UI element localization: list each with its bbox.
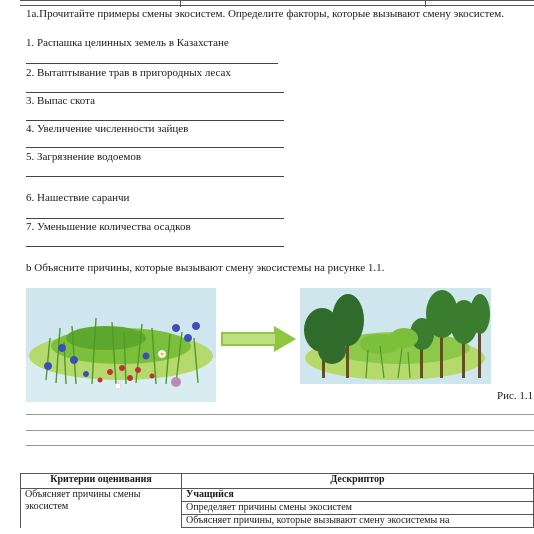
- answer-line-b1[interactable]: [26, 414, 534, 415]
- descriptor-header: Дескриптор: [182, 474, 534, 489]
- criteria-table: [20, 473, 534, 528]
- forest-picture: [300, 288, 491, 384]
- task-a-title: 1а.Прочитайте примеры смены экосистем. Определите факторы, которые вызывают смену экосистем.: [26, 8, 504, 20]
- answer-line-4[interactable]: [26, 147, 284, 148]
- answer-line-2[interactable]: [26, 92, 284, 93]
- student-subheader: Учащийся: [182, 489, 534, 502]
- answer-line-1[interactable]: [26, 63, 278, 64]
- descriptor-2: Объясняет причины, которые вызывают смену экосистемы на: [182, 515, 534, 528]
- example-item-7: 7. Уменьшение количества осадков: [26, 221, 191, 233]
- example-item-2: 2. Вытаптывание трав в пригородных лесах: [26, 67, 231, 79]
- example-item-3: 3. Выпас скота: [26, 95, 95, 107]
- answer-line-5[interactable]: [26, 176, 284, 177]
- top-table-strip: [20, 0, 534, 6]
- meadow-picture: [26, 288, 216, 402]
- example-item-1: 1. Распашка целинных земель в Казахстане: [26, 37, 229, 49]
- task-b-title: b Объясните причины, которые вызывают смену экосистемы на рисунке 1.1.: [26, 262, 385, 274]
- example-item-6: 6. Нашествие саранчи: [26, 192, 130, 204]
- answer-line-6[interactable]: [26, 218, 284, 219]
- figure-caption: Рис. 1.1: [497, 390, 534, 402]
- answer-line-b3[interactable]: [26, 445, 534, 446]
- example-item-4: 4. Увеличение численности зайцев: [26, 123, 189, 135]
- criteria-header-row: [21, 474, 534, 489]
- example-item-5: 5. Загрязнение водоемов: [26, 151, 142, 163]
- criteria-row: [21, 489, 534, 502]
- transition-arrow-icon: [220, 324, 298, 359]
- criteria-header: Критерии оценивания: [21, 474, 182, 489]
- answer-line-3[interactable]: [26, 120, 284, 121]
- answer-line-7[interactable]: [26, 246, 284, 247]
- descriptor-1: Определяет причины смены экосистем: [182, 502, 534, 515]
- criterion-text: Объясняет причины смены экосистем: [21, 489, 182, 528]
- answer-line-b2[interactable]: [26, 430, 534, 431]
